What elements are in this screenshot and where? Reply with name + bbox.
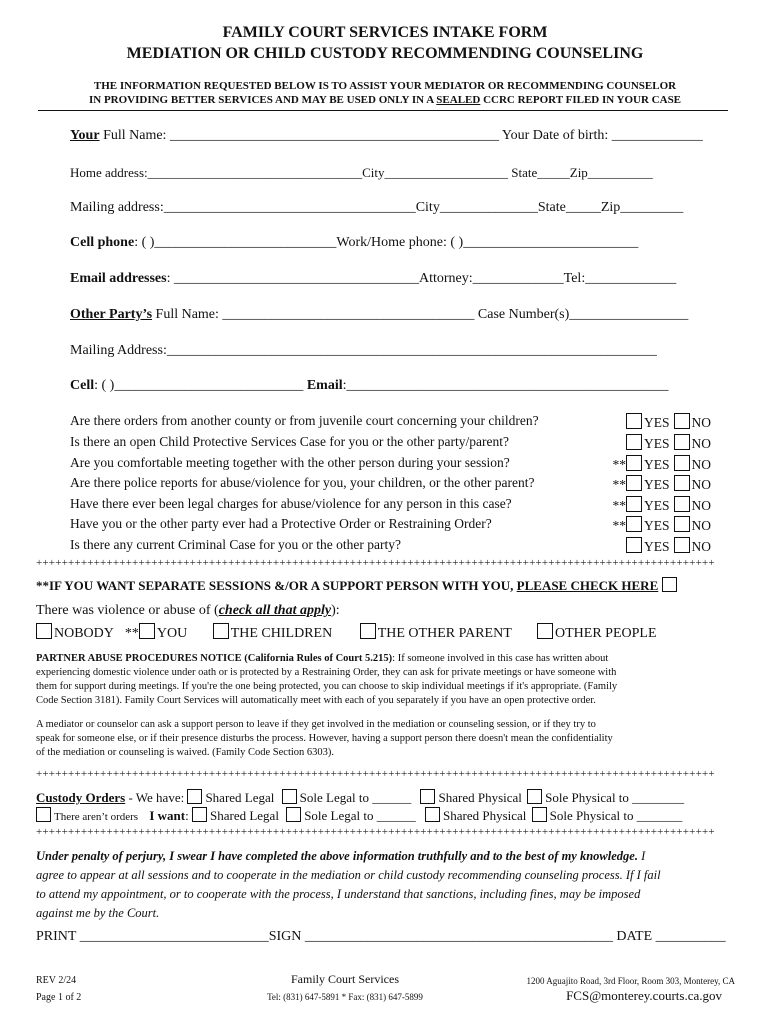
page-number: Page 1 of 2 bbox=[36, 992, 82, 1003]
perjury-statement: Under penalty of perjury, I swear I have completed the above information truthfully and to the best of my knowledge. I agree to appear at all sessions and to cooperate in the mediation or child custody recommending counseling process. If I fail to attend my appointment, or to cooperate with the process, I understand that sanctions, including fines, may be imposed against me by the Court. bbox=[36, 849, 661, 920]
question-4-answers[interactable]: ** YES NO bbox=[612, 477, 712, 492]
question-1: Are there orders from another county or from juvenile court concerning your children? bbox=[70, 413, 539, 428]
custody-orders-have[interactable]: Custody Orders - We have: Shared Legal Sole Legal to ______ Shared Physical Sole Physical to ________ bbox=[36, 790, 685, 805]
email-field[interactable]: Email addresses: ___________________________________Attorney:_____________Tel:_____________ bbox=[70, 271, 677, 286]
no-checkbox[interactable] bbox=[674, 496, 690, 512]
shared-legal-checkbox[interactable] bbox=[187, 789, 202, 804]
question-7: Is there any current Criminal Case for you or the other party? bbox=[70, 537, 402, 552]
home-address-field[interactable]: Home address:_________________________________City___________________ State_____Zip__________ bbox=[70, 165, 653, 180]
no-checkbox[interactable] bbox=[674, 537, 690, 553]
yes-checkbox[interactable] bbox=[626, 496, 642, 512]
nobody-checkbox[interactable] bbox=[36, 623, 52, 639]
form-title: FAMILY COURT SERVICES INTAKE FORM bbox=[222, 24, 548, 41]
question-3-answers[interactable]: ** YES NO bbox=[612, 457, 712, 472]
sole-physical-checkbox[interactable] bbox=[527, 789, 542, 804]
question-5-answers[interactable]: ** YES NO bbox=[612, 498, 712, 513]
form-subtitle: MEDIATION OR CHILD CUSTODY RECOMMENDING COUNSELING bbox=[126, 45, 644, 62]
question-6-answers[interactable]: ** YES NO bbox=[612, 518, 712, 533]
yes-checkbox[interactable] bbox=[626, 434, 642, 450]
question-1-answers[interactable]: YES NO bbox=[606, 413, 746, 431]
plus-divider: ++++++++++++++++++++++++++++++++++++++++++++++++++++++++++++++++++++++++++++++++++++++++++++++++++++++++++ bbox=[36, 768, 715, 780]
no-checkbox[interactable] bbox=[674, 475, 690, 491]
footer-address: 1200 Aguajito Road, 3rd Floor, Room 303, Monterey, CA bbox=[526, 976, 735, 986]
want-sole-legal-checkbox[interactable] bbox=[286, 807, 301, 822]
other-people-checkbox[interactable] bbox=[537, 623, 553, 639]
violence-options[interactable]: NOBODY ** YOU THE CHILDREN THE OTHER PARENT OTHER PEOPLE bbox=[36, 623, 657, 642]
header-divider bbox=[38, 110, 728, 111]
yes-checkbox[interactable] bbox=[626, 537, 642, 553]
want-shared-legal-checkbox[interactable] bbox=[192, 807, 207, 822]
no-checkbox[interactable] bbox=[674, 516, 690, 532]
no-checkbox[interactable] bbox=[674, 413, 690, 429]
other-contact-field[interactable]: Cell: ( )___________________________ Email:______________________________________________ bbox=[70, 378, 669, 393]
footer-phone: Tel: (831) 647-5891 * Fax: (831) 647-5899 bbox=[267, 992, 423, 1002]
no-orders-checkbox[interactable] bbox=[36, 807, 51, 822]
no-checkbox[interactable] bbox=[674, 455, 690, 471]
revision: REV 2/24 bbox=[36, 975, 77, 986]
support-person-notice: A mediator or counselor can ask a support person to leave if they get involved in the mediation or counseling session, or if they try to speak for someone else, or if their presence disturbs the process. However, having a support person there doesn't mean the confidentiality of the mediation or counseling is waived. (Family Code Section 6303). bbox=[36, 719, 613, 758]
footer-email[interactable]: FCS@monterey.courts.ca.gov bbox=[566, 988, 722, 1003]
want-sole-physical-checkbox[interactable] bbox=[532, 807, 547, 822]
sole-legal-checkbox[interactable] bbox=[282, 789, 297, 804]
header-note-2: IN PROVIDING BETTER SERVICES AND MAY BE USED ONLY IN A SEALED CCRC REPORT FILED IN YOUR CASE bbox=[88, 94, 682, 106]
shared-physical-checkbox[interactable] bbox=[420, 789, 435, 804]
phone-field[interactable]: Cell phone: ( )__________________________Work/Home phone: ( )_________________________ bbox=[70, 235, 639, 250]
children-checkbox[interactable] bbox=[213, 623, 229, 639]
yes-checkbox[interactable] bbox=[626, 455, 642, 471]
question-3: Are you comfortable meeting together with the other person during your session? bbox=[70, 455, 510, 470]
other-parent-checkbox[interactable] bbox=[360, 623, 376, 639]
signature-line[interactable]: PRINT ___________________________SIGN ____________________________________________ DATE __________ bbox=[36, 929, 726, 944]
header-note-1: THE INFORMATION REQUESTED BELOW IS TO ASSIST YOUR MEDIATOR OR RECOMMENDING COUNSELOR bbox=[93, 80, 677, 92]
question-4: Are there police reports for abuse/violence for you, your children, or the other parent? bbox=[70, 475, 535, 490]
other-party-name-field[interactable]: Other Party’s Full Name: ____________________________________ Case Number(s)_________________ bbox=[70, 307, 689, 322]
mailing-address-field[interactable]: Mailing address:____________________________________City______________State_____Zip_________ bbox=[70, 200, 684, 215]
yes-checkbox[interactable] bbox=[626, 516, 642, 532]
plus-divider: ++++++++++++++++++++++++++++++++++++++++++++++++++++++++++++++++++++++++++++++++++++++++++++++++++++++++++ bbox=[36, 826, 715, 838]
question-5: Have there ever been legal charges for abuse/violence for any person in this case? bbox=[70, 496, 512, 511]
your-name-field[interactable]: Your Full Name: _______________________________________________ Your Date of birth: _____________ bbox=[70, 128, 703, 143]
yes-checkbox[interactable] bbox=[626, 413, 642, 429]
question-7-answers[interactable]: YES NO bbox=[606, 537, 746, 555]
yes-checkbox[interactable] bbox=[626, 475, 642, 491]
custody-orders-want[interactable]: There aren’t orders I want: Shared Legal Sole Legal to ______ Shared Physical Sole Physical to _______ bbox=[36, 807, 682, 824]
violence-question: There was violence or abuse of (check all that apply): bbox=[36, 603, 340, 618]
question-2: Is there an open Child Protective Services Case for you or the other party/parent? bbox=[70, 434, 509, 449]
you-checkbox[interactable] bbox=[139, 623, 155, 639]
footer-title: Family Court Services bbox=[291, 972, 399, 986]
separate-sessions-request[interactable]: **IF YOU WANT SEPARATE SESSIONS &/OR A SUPPORT PERSON WITH YOU, PLEASE CHECK HERE bbox=[36, 577, 680, 594]
other-mailing-field[interactable]: Mailing Address:______________________________________________________________________ bbox=[70, 343, 657, 358]
question-2-answers[interactable]: YES NO bbox=[606, 434, 746, 452]
want-shared-physical-checkbox[interactable] bbox=[425, 807, 440, 822]
plus-divider: ++++++++++++++++++++++++++++++++++++++++++++++++++++++++++++++++++++++++++++++++++++++++++++++++++++++++++ bbox=[36, 557, 715, 569]
partner-abuse-notice: PARTNER ABUSE PROCEDURES NOTICE (California Rules of Court 5.215): If someone involved in this case has written about experiencing domestic violence under oath or is protected by a Restraining Order, they can ask for private meetings or have someone with them for support during meetings. If you're the one being protected, you can choose to skip individual meetings if it's appropriate. (Family Code Section 3181). Family Court Services will automatically meet with each of you separately if you have an open protective order. bbox=[36, 653, 618, 706]
no-checkbox[interactable] bbox=[674, 434, 690, 450]
separate-sessions-checkbox[interactable] bbox=[662, 577, 677, 592]
question-6: Have you or the other party ever had a Protective Order or Restraining Order? bbox=[70, 516, 492, 531]
